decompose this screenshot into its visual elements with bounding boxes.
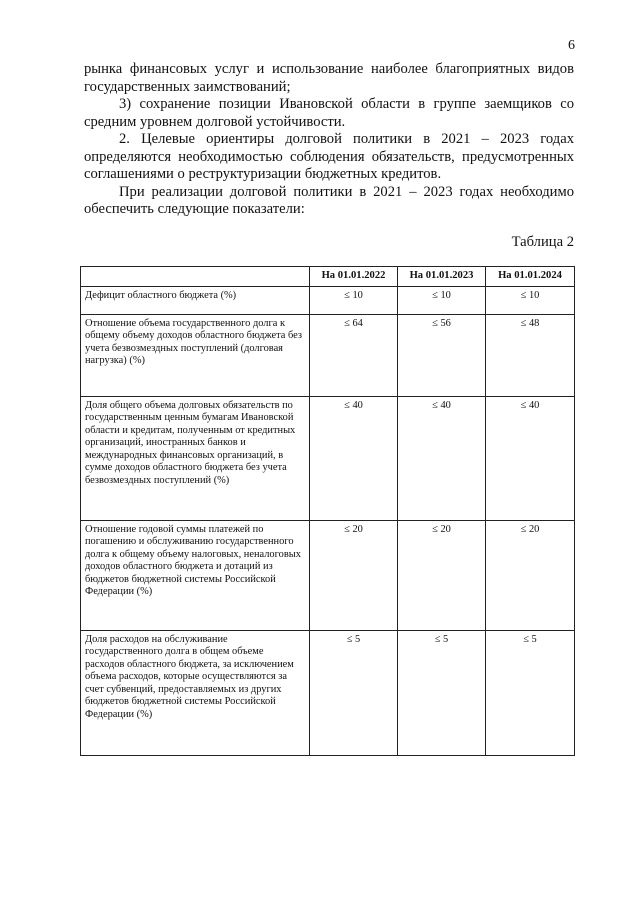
value-cell: ≤ 10	[398, 286, 486, 314]
indicator-cell: Дефицит областного бюджета (%)	[81, 286, 310, 314]
page-number: 6	[568, 38, 575, 53]
table-row	[81, 396, 575, 520]
header-date-2022: На 01.01.2022	[310, 267, 398, 287]
value-cell: ≤ 40	[398, 396, 486, 520]
header-indicator	[81, 267, 310, 287]
value-cell: ≤ 48	[486, 314, 575, 396]
value-cell: ≤ 56	[398, 314, 486, 396]
header-date-2024: На 01.01.2024	[486, 267, 575, 287]
paragraph: 3) сохранение позиции Ивановской области в группе заемщиков со средним уровнем долговой устойчивости.	[84, 96, 574, 130]
value-cell: ≤ 20	[398, 520, 486, 630]
body-text	[84, 61, 574, 219]
indicator-cell: Доля общего объема долговых обязательств по государственным ценным бумагам Ивановской области и кредитам, полученным от кредитных организаций, иностранных банков и международных финансовых организаций, в сумме доходов областного бюджета без учета безвозмездных поступлений (%)	[81, 396, 310, 520]
value-cell: ≤ 20	[310, 520, 398, 630]
value-cell: ≤ 5	[486, 630, 575, 755]
value-cell: ≤ 40	[486, 396, 575, 520]
table-row	[81, 286, 575, 314]
paragraph: рынка финансовых услуг и использование наиболее благоприятных видов государственных заимствований;	[84, 61, 574, 95]
value-cell: ≤ 20	[486, 520, 575, 630]
debt-targets-table	[80, 266, 575, 756]
table-header-row	[81, 267, 575, 287]
table-caption: Таблица 2	[511, 234, 574, 250]
value-cell: ≤ 64	[310, 314, 398, 396]
indicator-cell: Отношение годовой суммы платежей по погашению и обслуживанию государственного долга к общему объему налоговых, неналоговых доходов областного бюджета и дотаций из бюджетов бюджетной системы Российской Федерации (%)	[81, 520, 310, 630]
value-cell: ≤ 40	[310, 396, 398, 520]
paragraph: При реализации долговой политики в 2021 – 2023 годах необходимо обеспечить следующие показатели:	[84, 183, 574, 217]
header-date-2023: На 01.01.2023	[398, 267, 486, 287]
indicator-cell: Доля расходов на обслуживание государственного долга в общем объеме расходов областного бюджета, за исключением объема расходов, которые осуществляются за счет субвенций, предоставляемых из других бюджетов бюджетной системы Российской Федерации (%)	[81, 630, 310, 755]
paragraph: 2. Целевые ориентиры долговой политики в 2021 – 2023 годах определяются необходимостью соблюдения обязательств, предусмотренных соглашениями о реструктуризации бюджетных кредитов.	[84, 131, 574, 182]
value-cell: ≤ 5	[398, 630, 486, 755]
table-row	[81, 314, 575, 396]
table-row	[81, 520, 575, 630]
table-row	[81, 630, 575, 755]
indicator-cell: Отношение объема государственного долга к общему объему доходов областного бюджета без учета безвозмездных поступлений (долговая нагрузка) (%)	[81, 314, 310, 396]
value-cell: ≤ 5	[310, 630, 398, 755]
value-cell: ≤ 10	[486, 286, 575, 314]
value-cell: ≤ 10	[310, 286, 398, 314]
